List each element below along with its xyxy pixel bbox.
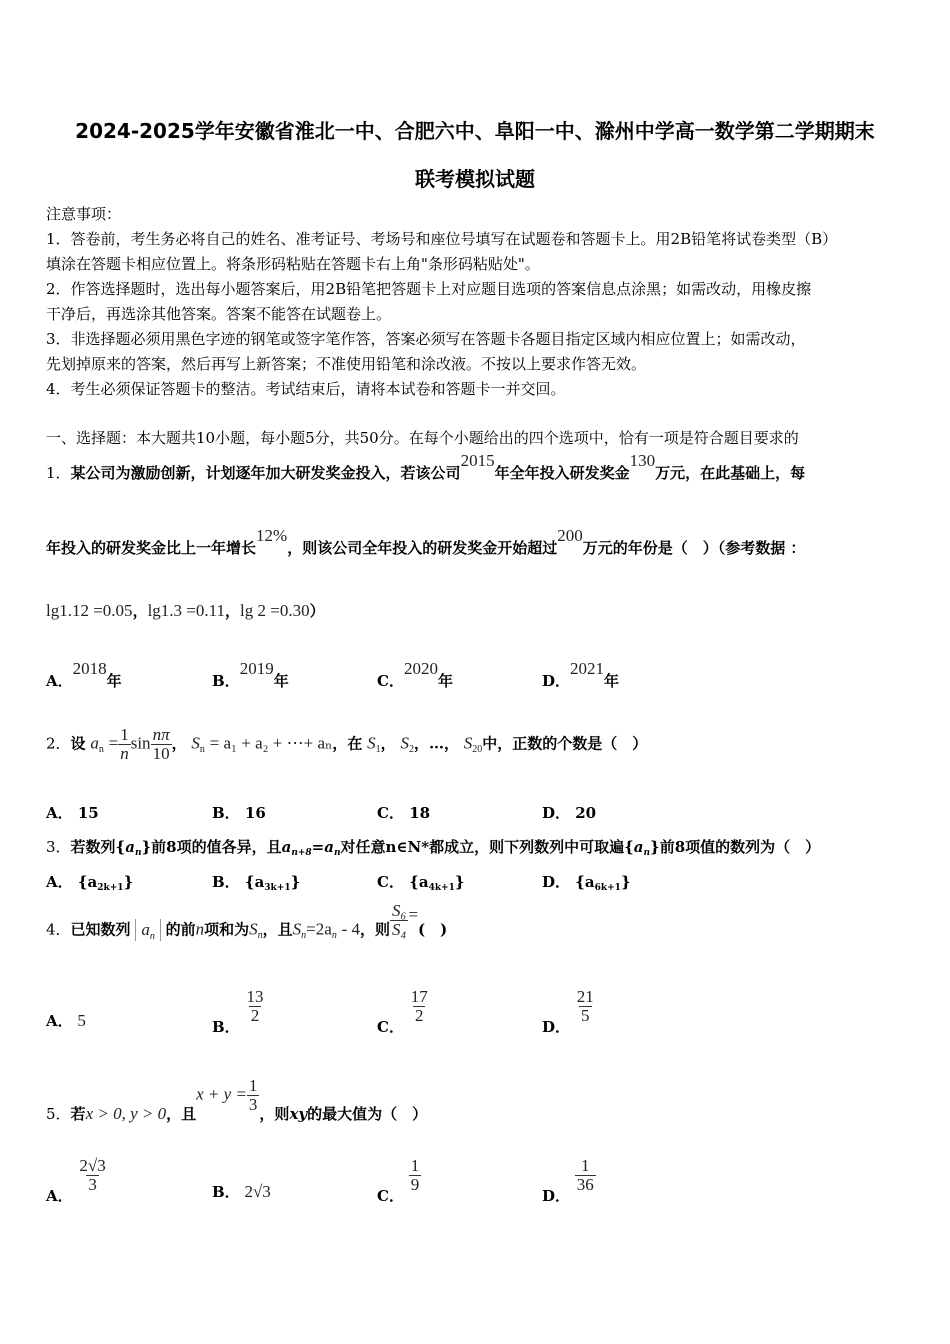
numerator: 1 [120,725,129,744]
q4-s: S [249,919,258,939]
question-number: 5． [46,1105,71,1124]
question-3 [46,836,820,857]
q2-a: a [90,733,99,753]
q3-text: 对任意 [340,838,386,856]
q2-sum-expr: = a₁ + a₂ + ⋯+ aₙ [209,733,333,753]
option-label: D． [542,672,571,690]
q2-option-c[interactable] [377,802,430,823]
q3-text: 若数列{ [70,838,126,856]
notice-line: 干净后，再选涂其他答案。答案不能答在试题卷上。 [46,305,392,323]
q3-text: }前8项的值各异，且 [141,838,282,856]
option-label: B． [212,804,240,822]
option-label: B． [212,1183,240,1201]
option-value: 16 [244,804,266,822]
notice-line: 先划掉原来的答案，然后再写上新答案；不准使用铅笔和涂改液。不按以上要求作答无效。 [46,355,647,373]
q4-sub: n [257,930,263,942]
q4-sub: n [149,931,155,943]
q2-text: 设 [70,734,86,753]
q2-s: S [400,733,409,753]
q4-sequence [135,919,161,941]
option-value: {a [575,873,595,891]
option-label: B． [212,873,240,891]
q3-sub: n [134,848,142,858]
question-number: 4． [46,920,71,939]
option-sub: 3k+1 [264,883,291,893]
q1-threshold: 200 [557,526,583,545]
q3-a: a [633,838,644,856]
question-2 [46,726,647,763]
denominator: 3 [88,1174,97,1194]
option-value: 20 [575,804,597,822]
question-5 [46,1076,428,1124]
q2-text: 中，正数的个数是（ ） [482,734,648,753]
separator: ， [132,602,148,620]
option-sub: 2k+1 [97,883,124,893]
section-heading: 一、选择题：本大题共10小题，每小题5分，共50分。在每个小题给出的四个选项中，恰有一项是符合题目要求的 [46,429,799,447]
numerator: 1 [248,1076,258,1095]
option-label: D． [542,804,571,822]
q2-sin: sin [130,733,151,753]
q5-text: ，则 [259,1105,290,1124]
q4-option-c[interactable] [377,987,430,1037]
numerator: 1 [581,1156,590,1175]
notice-heading: 注意事项： [46,205,122,223]
option-label: A． [46,873,73,891]
q1-ref-data: lg1.12 =0.05 [46,601,133,620]
notice-line: 填涂在答题卡相应位置上。将条形码粘贴在答题卡右上角"条形码粘贴处"。 [46,255,540,273]
q5-text: ，且 [166,1105,197,1124]
numerator: 2√3 [79,1156,106,1175]
question-number: 2． [46,734,71,753]
option-value: 2019 [239,659,274,678]
q4-eqsign: = [408,905,419,925]
q4-a: a [141,920,150,940]
numerator: 21 [576,987,594,1006]
q5-text: 的最大值为（ ） [307,1105,428,1124]
option-label: C． [377,873,404,891]
q2-option-a[interactable] [46,802,99,823]
separator: ， [225,602,241,620]
q2-sub: n [199,744,205,756]
denominator: 10 [152,743,170,763]
option-label: C． [377,804,404,822]
q2-fraction [118,726,131,763]
q2-fraction [151,726,172,763]
notice-line: 4．考生必须保证答题卡的整洁。考试结束后，请将本试卷和答题卡一并交回。 [46,380,566,398]
option-label: B． [212,1018,240,1037]
q5-xy: xy [289,1105,308,1124]
q3-sub: n [333,848,341,858]
option-value: {a [77,873,98,891]
option-close: } [290,873,301,891]
q2-s: S [367,733,376,753]
q5-text: 若 [70,1105,86,1124]
q3-option-b[interactable] [212,871,300,892]
denominator: 5 [581,1005,590,1025]
numerator: S₆ [392,901,407,920]
option-close: } [123,873,134,891]
q3-a: a [281,838,292,856]
option-label: A． [46,1012,73,1030]
q4-eq: =2a [306,919,332,939]
option-label: D． [542,1018,571,1037]
q1-option-b[interactable] [212,659,289,691]
exam-title-line2: 联考模拟试题 [415,167,535,191]
q2-sub: 20 [472,744,483,756]
q2-s: S [463,733,473,753]
option-label: B． [212,672,240,690]
option-fraction [575,988,596,1025]
q2-sub: 2 [408,744,414,756]
q4-option-d[interactable] [542,987,596,1037]
option-fraction [244,988,265,1025]
option-label: A． [46,804,73,822]
q1-text: ，则该公司全年投入的研发奖金开始超过 [287,539,558,557]
separator: ， [380,734,396,753]
q2-option-d[interactable] [542,802,596,823]
option-close: } [454,873,465,891]
q2-option-b[interactable] [212,802,266,823]
q3-sub: n+8 [291,848,312,858]
denominator: 3 [248,1094,258,1114]
question-1-line1 [46,451,806,483]
q2-text: ，在 [332,734,363,753]
q3-text: }前8项值的数列为（ ） [650,838,821,856]
numerator: 17 [410,987,428,1006]
q5-equation: x + y = [196,1084,247,1104]
option-value: {a [244,873,265,891]
q2-sub: n [98,744,104,756]
q3-option-c[interactable] [377,871,465,892]
q4-s: S [292,919,302,939]
option-value: 2021 [570,659,605,678]
denominator: 36 [576,1174,594,1194]
q1-text: 万元，在此基础上，每 [655,464,806,482]
q1-growth-rate: 12% [256,526,288,545]
option-unit: 年 [604,672,620,690]
q1-option-c[interactable] [377,659,453,691]
q4-text: 的前 [165,920,196,939]
option-sub: 4k+1 [428,883,455,893]
q1-ref-data: lg 2 =0.30 [240,601,310,620]
q5-option-b[interactable] [212,1181,271,1202]
option-label: C． [377,672,404,690]
option-fraction [575,1157,596,1194]
q4-text: 已知数列 [70,920,131,939]
option-unit: 年 [106,672,122,690]
question-number: 3． [46,838,71,856]
option-unit: 年 [273,672,289,690]
q5-option-c[interactable] [377,1156,421,1206]
option-fraction [409,988,430,1025]
option-label: D． [542,873,571,891]
ellipsis: …， [428,734,459,753]
q5-option-a[interactable] [46,1156,108,1206]
q3-a: a [125,838,135,856]
q3-eq: =a [311,838,334,856]
q3-text: 都成立，则下列数列中可取遍{ [429,838,634,856]
q1-amount: 130 [629,451,656,470]
option-label: A． [46,1187,73,1206]
option-fraction [77,1157,107,1194]
option-label: D． [542,1187,571,1206]
q3-condition: n∈N* [385,838,430,856]
q4-n: n [195,919,205,939]
option-value: 15 [77,804,99,822]
q4-option-a[interactable] [46,1010,86,1031]
notice-line: 2．作答选择题时，选出每小题答案后，用2B铅笔把答题卡上对应题目选项的答案信息点涂黑；如需改动，用橡皮擦 [46,280,812,298]
numerator: nπ [152,725,170,744]
question-1-line3 [46,600,325,621]
denominator: 9 [410,1174,420,1194]
q4-minus: - 4 [341,919,361,939]
option-value: 18 [409,804,431,822]
q1-option-a[interactable] [46,659,122,691]
q4-sub: n [301,930,307,942]
close-paren: ） [309,602,325,620]
denominator: 2 [414,1005,424,1025]
numerator: 13 [246,987,264,1006]
q5-fraction [247,1077,260,1114]
q4-sub: n [331,930,337,942]
separator: ， [413,734,429,753]
denominator: S₄ [392,919,407,939]
option-value: 2018 [72,659,107,678]
exam-title-line1: 2024-2025学年安徽省淮北一中、合肥六中、阜阳一中、滁州中学高一数学第二学期期末 [75,119,875,143]
q5-option-d[interactable] [542,1156,596,1206]
numerator: 1 [410,1156,420,1175]
q2-eq: = [108,733,119,753]
option-fraction [409,1157,422,1194]
question-1-line2 [46,526,806,558]
denominator: n [120,743,129,763]
option-close: } [620,873,631,891]
notice-line: 1．答卷前，考生务必将自己的姓名、准考证号、考场号和座位号填写在试题卷和答题卡上。用2B铅笔将试卷类型（B） [46,230,838,248]
option-label: C． [377,1187,404,1206]
q1-text: 某公司为激励创新，计划逐年加大研发奖金投入，若该公司 [70,464,461,482]
option-unit: 年 [437,672,453,690]
option-label: A． [46,672,73,690]
notice-line: 3．非选择题必须用黑色字迹的钢笔或签字笔作答，答案必须写在答题卡各题目指定区域内相应位置上；如需改动， [46,330,806,348]
option-value: 5 [77,1011,86,1030]
q1-year: 2015 [460,451,495,470]
q1-option-d[interactable] [542,659,620,691]
q1-text: 年投入的研发奖金比上一年增长 [46,539,257,557]
q4-fraction [390,902,408,939]
q4-text: ，则 [360,920,391,939]
q1-text: 万元的年份是（ ）（参考数据 ： [582,539,806,557]
denominator: 2 [250,1005,260,1025]
option-label: C． [377,1018,404,1037]
option-value: {a [409,873,429,891]
separator: ， [171,734,187,753]
q1-ref-data: lg1.3 =0.11 [147,601,226,620]
option-sub: 6k+1 [594,883,621,893]
q2-s: S [191,733,200,753]
q1-text: 年全年投入研发奖金 [494,464,630,482]
q4-text: ( ) [418,920,448,939]
q3-option-a[interactable] [46,871,133,892]
option-value: 2020 [403,659,438,678]
question-number: 1． [46,464,71,482]
q2-sub: 1 [375,744,381,756]
q4-text: ，且 [262,920,293,939]
q5-condition: x > 0, y > 0 [85,1104,167,1124]
q3-sub: n [643,848,651,858]
q4-option-b[interactable] [212,987,265,1037]
question-4 [46,901,448,949]
q4-text: 项和为 [204,920,250,939]
option-value: 2√3 [244,1182,271,1201]
q3-option-d[interactable] [542,871,631,892]
